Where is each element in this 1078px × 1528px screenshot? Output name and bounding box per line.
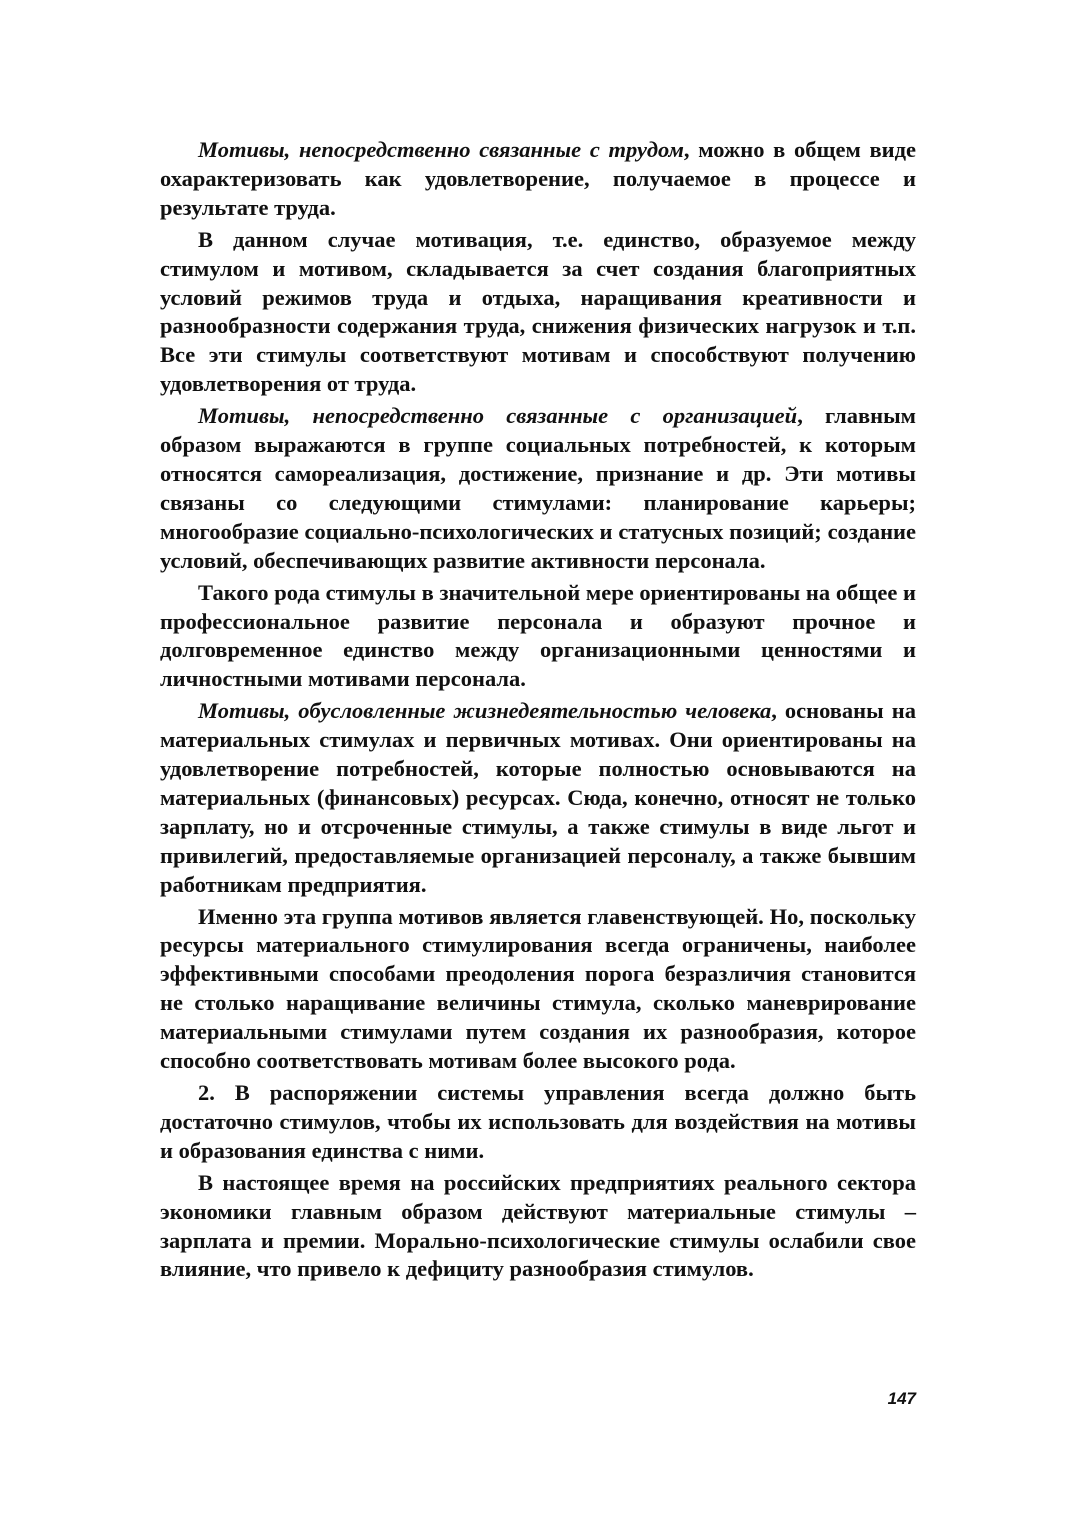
paragraph-4-text: Такого рода стимулы в значительной мере ориентированы на общее и профессиональное развитие персонала и образуют прочное и долговременное единство между организационными ценностями и личностными мотивами персонала. [160, 579, 916, 692]
paragraph-7 [160, 1079, 916, 1166]
paragraph-6 [160, 903, 916, 1076]
paragraph-6-text: Именно эта группа мотивов является главенствующей. Но, поскольку ресурсы материального стимулирования всегда ограничены, наиболее эффективными способами преодоления порога безразличия становится не столько наращивание величины стимула, сколько маневрирование материальными стимулами путем создания их разнообразия, которое способно соответствовать мотивам более высокого рода. [160, 903, 916, 1074]
paragraph-7-text: 2. В распоряжении системы управления всегда должно быть достаточно стимулов, чтобы их использовать для воздействия на мотивы и образования единства с ними. [160, 1080, 916, 1163]
paragraph-3 [160, 402, 916, 575]
paragraph-3-lead: Мотивы, непосредственно связанные с организацией [198, 403, 798, 429]
page-number: 147 [887, 1389, 916, 1408]
paragraph-2 [160, 226, 916, 399]
paragraph-3-text: , главным образом выражаются в группе социальных потребностей, к которым относятся самореализация, достижение, признание и др. Эти мотивы связаны со следующими стимулами: планирование карьеры; многообразие социально-психологических и статусных позиций; создание условий, обеспечивающих развитие активности персонала. [160, 403, 916, 573]
paragraph-5-text: , основаны на материальных стимулах и первичных мотивах. Они ориентированы на удовлетворение потребностей, которые полностью основываются на материальных (финансовых) ресурсах. Сюда, конечно, относят не только зарплату, но и отсроченные стимулы, а также стимулы в виде льгот и привилегий, предоставляемые организацией персоналу, а также бывшим работникам предприятия. [160, 698, 916, 897]
paragraph-8 [160, 1169, 916, 1285]
paragraph-1-text: , можно в общем виде охарактеризовать как удовлетворение, получаемое в процессе и результате труда. [160, 137, 916, 220]
paragraph-8-text: В настоящее время на российских предприятиях реального сектора экономики главным образом действуют материальные стимулы – зарплата и премии. Морально-психологические стимулы ослабили свое влияние, что привело к дефициту разнообразия стимулов. [160, 1169, 916, 1282]
page-body [160, 136, 916, 1287]
paragraph-5 [160, 697, 916, 899]
paragraph-1 [160, 136, 916, 223]
paragraph-5-lead: Мотивы, обусловленные жизнедеятельностью человека [198, 698, 772, 724]
paragraph-2-text: В данном случае мотивация, т.е. единство, образуемое между стимулом и мотивом, складывается за счет создания благоприятных условий режимов труда и отдыха, наращивания креативности и разнообразности содержания труда, снижения физических нагрузок и т.п. Все эти стимулы соответствуют мотивам и способствуют получению удовлетворения от труда. [160, 226, 916, 397]
paragraph-4 [160, 579, 916, 695]
paragraph-1-lead: Мотивы, непосредственно связанные с трудом [198, 137, 684, 162]
